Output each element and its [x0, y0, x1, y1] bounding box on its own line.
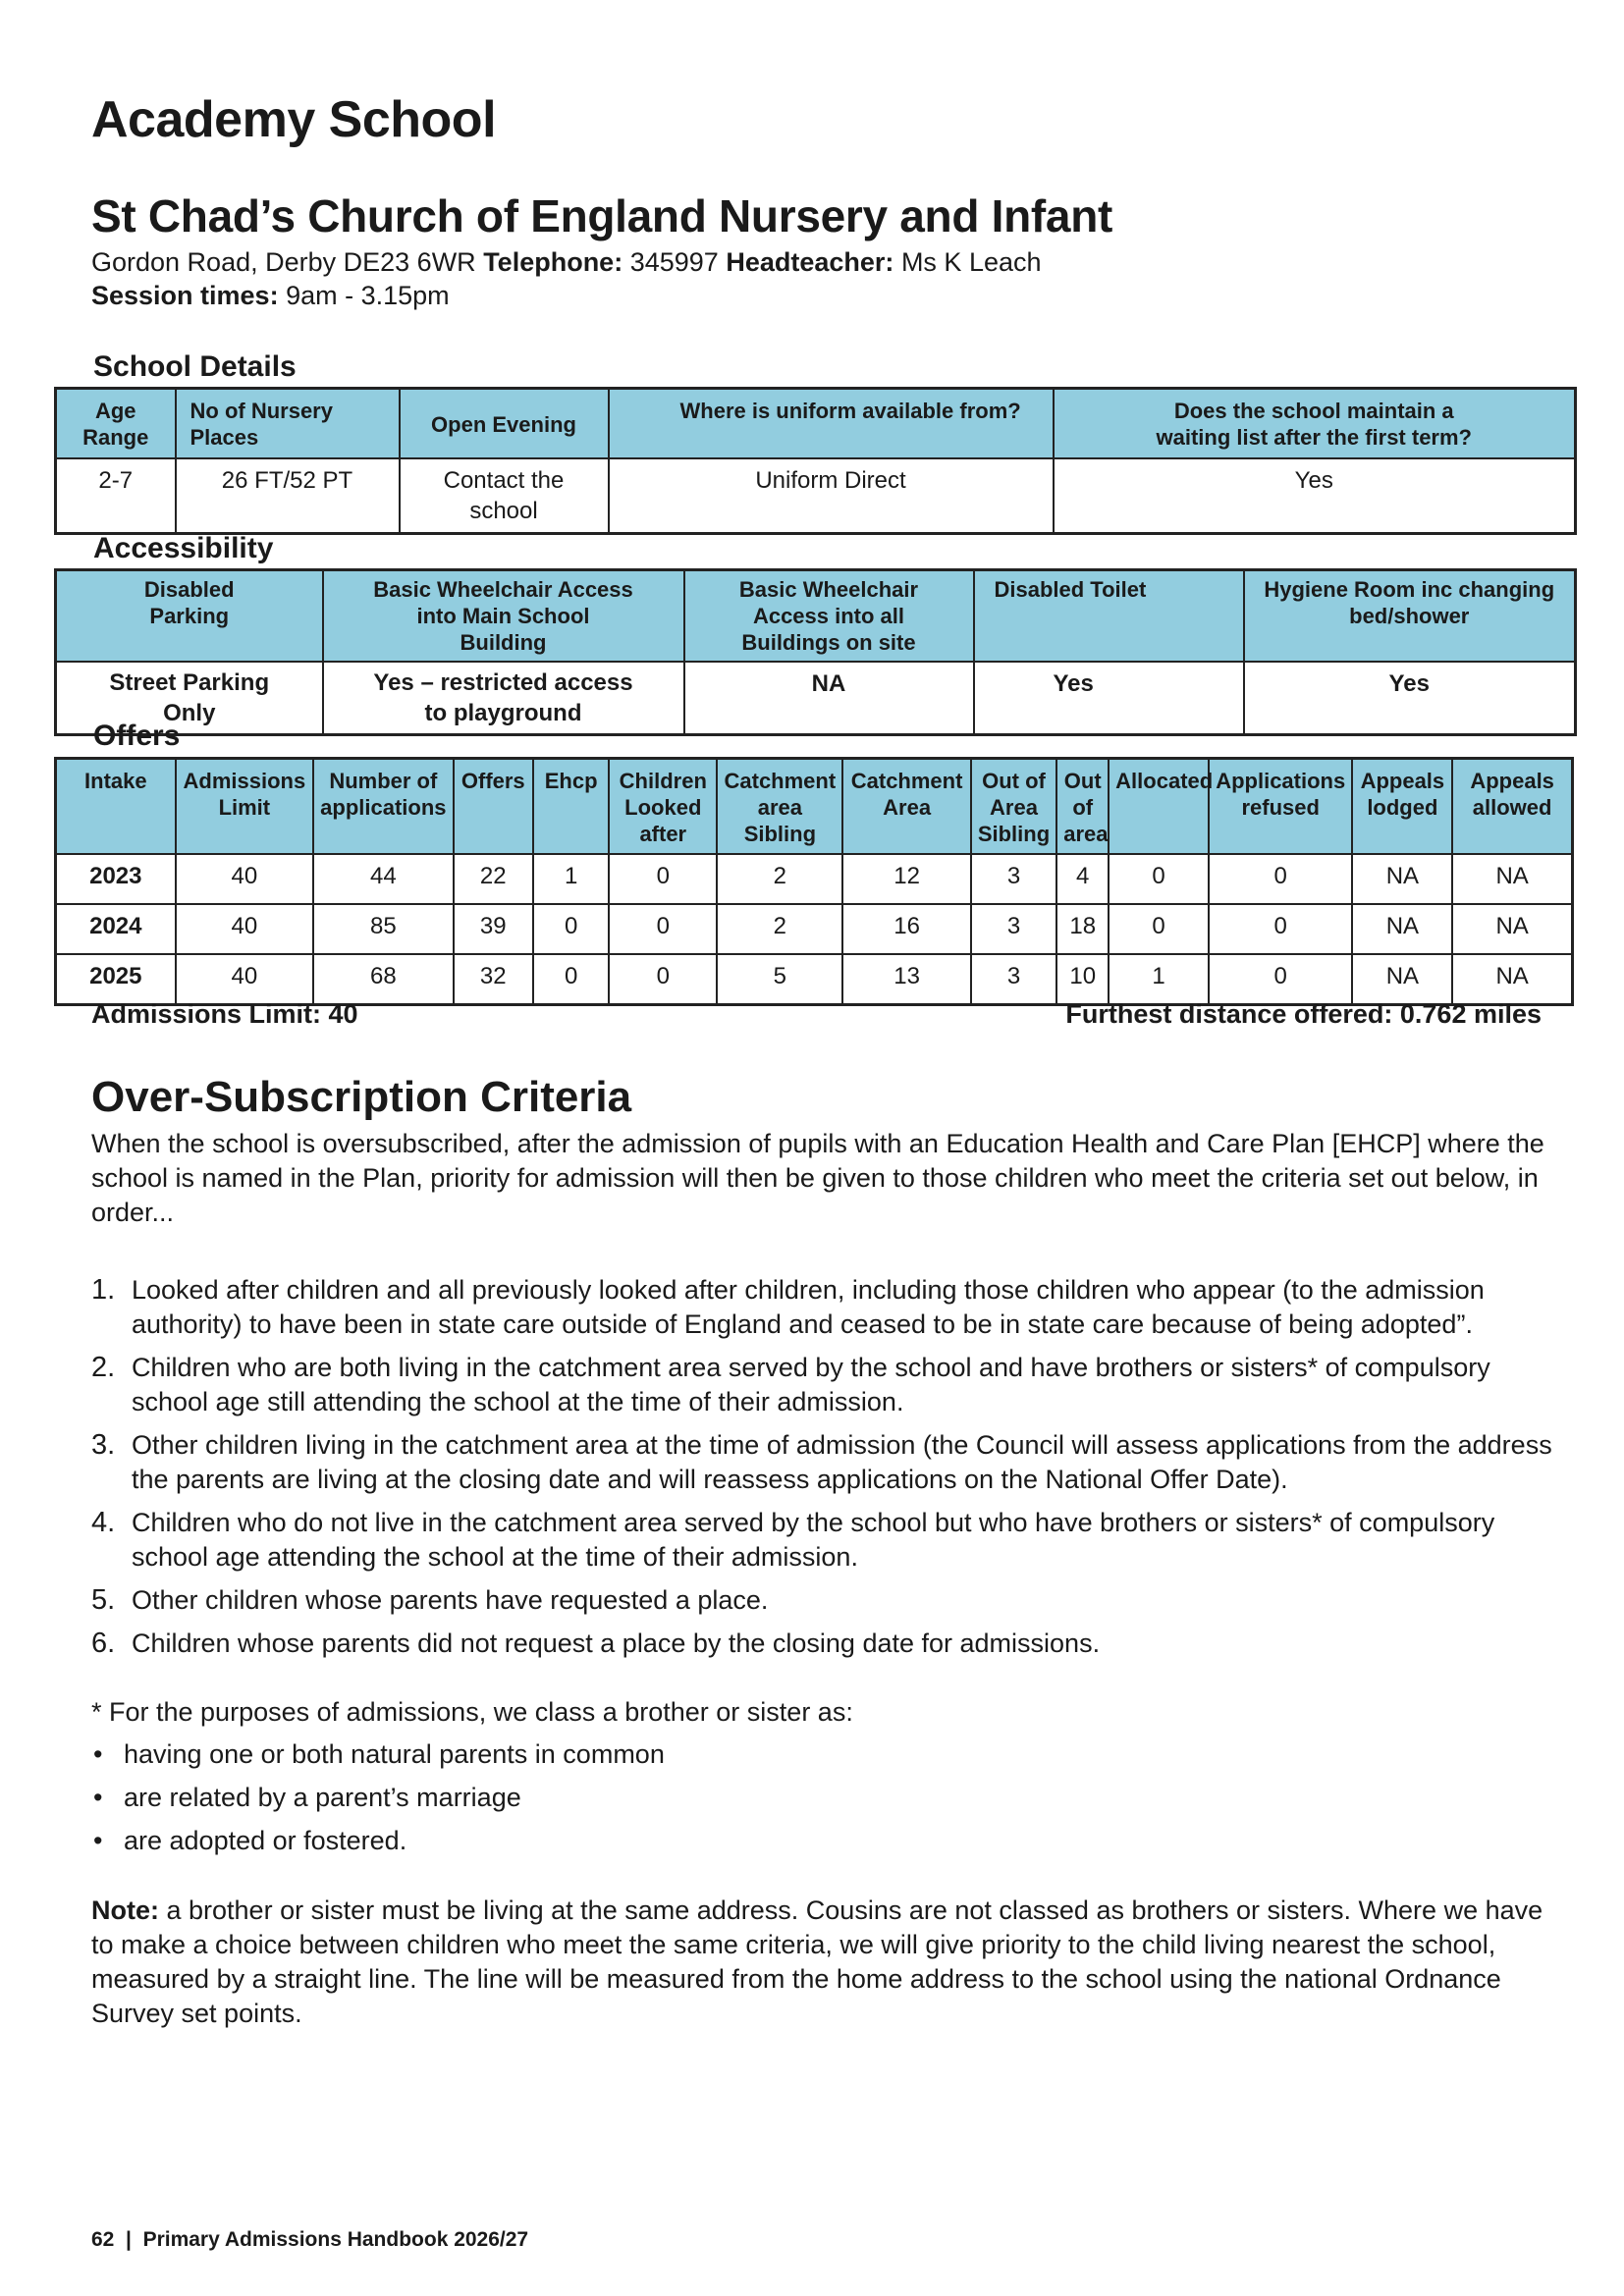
- telephone-label: Telephone:: [483, 247, 623, 277]
- cell: 0: [609, 904, 717, 954]
- criterion-number: 4.: [91, 1507, 116, 1538]
- offers-header-row: [56, 759, 1573, 855]
- cell: 40: [176, 954, 313, 1005]
- cell: NA: [1352, 954, 1452, 1005]
- cell: 0: [1209, 904, 1353, 954]
- cell-wheelchair-main: Yes – restricted access to playground: [323, 662, 684, 735]
- cell: 85: [313, 904, 453, 954]
- cell: 40: [176, 904, 313, 954]
- list-item: [91, 1273, 1564, 1342]
- note-label: Note:: [91, 1896, 159, 1925]
- criterion-text: Children who are both living in the catchment area served by the school and have brothers or sisters* of compulsory school age still attending the school at the time of their admission.: [132, 1353, 1490, 1416]
- school-address: Gordon Road, Derby DE23 6WR: [91, 247, 476, 277]
- header-appeals-allowed: Appeals allowed: [1452, 759, 1572, 855]
- cell: 3: [971, 854, 1057, 904]
- offers-table: [54, 757, 1574, 1006]
- cell: 2: [717, 904, 842, 954]
- cell: 16: [842, 904, 970, 954]
- header-wheelchair-main: Basic Wheelchair Access into Main School Building: [323, 570, 684, 663]
- criterion-text: Other children whose parents have requested a place.: [132, 1585, 769, 1615]
- cell: 1: [533, 854, 609, 904]
- header-out-area-sibling: Out of Area Sibling: [971, 759, 1057, 855]
- session-line: [91, 279, 450, 312]
- header-disabled-parking: Disabled Parking: [56, 570, 323, 663]
- header-waiting-list: Does the school maintain a waiting list after the first term?: [1054, 389, 1576, 458]
- bullet-icon: •: [93, 1783, 103, 1812]
- session-label: Session times:: [91, 281, 279, 310]
- header-admissions-limit: Admissions Limit: [176, 759, 313, 855]
- header-hygiene-room: Hygiene Room inc changing bed/shower: [1244, 570, 1576, 663]
- cell: 0: [1209, 854, 1353, 904]
- cell: NA: [1452, 904, 1572, 954]
- cell: 44: [313, 854, 453, 904]
- cell: 18: [1056, 904, 1109, 954]
- cell: 0: [609, 854, 717, 904]
- offers-heading: Offers: [93, 720, 181, 752]
- list-item: [91, 1583, 1564, 1618]
- cell-intake: 2023: [56, 854, 176, 904]
- cell: 0: [1109, 854, 1209, 904]
- criteria-heading: Over-Subscription Criteria: [91, 1073, 632, 1121]
- cell: 0: [1209, 954, 1353, 1005]
- criteria-intro: When the school is oversubscribed, after the admission of pupils with an Education Health and Care Plan [EHCP] where the school is named in the Plan, priority for admission will then be given to those children who meet the criteria set out below, in order...: [91, 1129, 1544, 1227]
- list-item: [91, 1627, 1564, 1661]
- header-allocated: Allocated: [1109, 759, 1209, 855]
- furthest-distance-summary: Furthest distance offered: 0.762 miles: [1065, 999, 1542, 1029]
- header-age-range: Age Range: [56, 389, 176, 458]
- session-value: 9am - 3.15pm: [286, 281, 450, 310]
- cell: 22: [454, 854, 533, 904]
- note-paragraph: [91, 1894, 1544, 2031]
- bullet-icon: •: [93, 1739, 103, 1769]
- admissions-limit-summary: Admissions Limit: 40: [91, 999, 358, 1029]
- cell: 68: [313, 954, 453, 1005]
- list-item: [91, 1737, 665, 1772]
- criterion-text: Other children living in the catchment area at the time of admission (the Council will assess applications from the address the parents are living at the closing date and will reassess applications on the National Offer Date).: [132, 1430, 1552, 1494]
- school-details-table: [54, 387, 1577, 535]
- note-text: a brother or sister must be living at the same address. Cousins are not classed as brothers or sisters. Where we have to make a choice between children who meet the same criteria, we will give priority to the child living nearest the school, measured by a straight line. The line will be measured from the home address to the school using the national Ordnance Survey set points.: [91, 1896, 1543, 2028]
- bullet-icon: •: [93, 1826, 103, 1855]
- cell: 40: [176, 854, 313, 904]
- table-row: [56, 854, 1573, 904]
- cell: 0: [533, 904, 609, 954]
- cell-open-evening: Contact the school: [400, 458, 609, 534]
- cell-intake: 2024: [56, 904, 176, 954]
- header-disabled-toilet: Disabled Toilet: [974, 570, 1244, 663]
- cell-nursery-places: 26 FT/52 PT: [176, 458, 400, 534]
- header-intake: Intake: [56, 759, 176, 855]
- cell: 0: [1109, 904, 1209, 954]
- list-item: [91, 1351, 1564, 1419]
- list-item: [91, 1781, 665, 1815]
- criterion-text: Children who do not live in the catchment area served by the school but who have brothers or sisters* of compulsory school age attending the school at the time of their admission.: [132, 1508, 1495, 1572]
- header-looked-after: Children Looked after: [609, 759, 717, 855]
- cell: NA: [1452, 854, 1572, 904]
- list-item: [91, 1428, 1564, 1497]
- criterion-text: Looked after children and all previously looked after children, including those children who appear (to the admission authority) to have been in state care outside of England and ceased to be in state care because of being adopted”.: [132, 1275, 1485, 1339]
- cell: 39: [454, 904, 533, 954]
- cell-intake: 2025: [56, 954, 176, 1005]
- header-uniform: Where is uniform available from?: [609, 389, 1054, 458]
- bullet-text: having one or both natural parents in common: [124, 1739, 665, 1769]
- cell: 3: [971, 904, 1057, 954]
- cell: NA: [1352, 904, 1452, 954]
- cell: 0: [533, 954, 609, 1005]
- accessibility-table: [54, 568, 1577, 736]
- header-appeals-lodged: Appeals lodged: [1352, 759, 1452, 855]
- school-name: St Chad’s Church of England Nursery and Infant: [91, 190, 1113, 241]
- school-details-heading: School Details: [93, 350, 297, 383]
- cell: NA: [1452, 954, 1572, 1005]
- header-offers: Offers: [454, 759, 533, 855]
- cell-hygiene-room: Yes: [1244, 662, 1576, 735]
- school-contact-line: [91, 245, 1042, 279]
- cell: 10: [1056, 954, 1109, 1005]
- header-applications-refused: Applications refused: [1209, 759, 1353, 855]
- school-category-title: Academy School: [91, 91, 497, 148]
- cell: 32: [454, 954, 533, 1005]
- header-ehcp: Ehcp: [533, 759, 609, 855]
- headteacher-value: Ms K Leach: [900, 247, 1042, 277]
- cell-disabled-toilet: Yes: [974, 662, 1244, 735]
- criteria-list: [91, 1273, 1564, 1670]
- sibling-definition-list: [91, 1737, 665, 1867]
- criterion-number: 1.: [91, 1274, 116, 1306]
- cell: 3: [971, 954, 1057, 1005]
- cell: 4: [1056, 854, 1109, 904]
- criterion-number: 6.: [91, 1628, 116, 1659]
- header-open-evening: Open Evening: [400, 389, 609, 458]
- criterion-text: Children whose parents did not request a place by the closing date for admissions.: [132, 1629, 1101, 1658]
- cell-age-range: 2-7: [56, 458, 176, 534]
- header-catchment-sibling: Catchment area Sibling: [717, 759, 842, 855]
- bullet-text: are adopted or fostered.: [124, 1826, 407, 1855]
- list-item: [91, 1824, 665, 1858]
- table-row: [56, 954, 1573, 1005]
- cell: NA: [1352, 854, 1452, 904]
- cell: 2: [717, 854, 842, 904]
- cell-uniform: Uniform Direct: [609, 458, 1054, 534]
- header-catchment-area: Catchment Area: [842, 759, 970, 855]
- bullet-text: are related by a parent’s marriage: [124, 1783, 521, 1812]
- page-footer: 62 | Primary Admissions Handbook 2026/27: [91, 2228, 529, 2251]
- cell: 13: [842, 954, 970, 1005]
- cell: 12: [842, 854, 970, 904]
- accessibility-heading: Accessibility: [93, 532, 274, 564]
- cell-wheelchair-all: NA: [684, 662, 974, 735]
- header-out-of-area: Out of area: [1056, 759, 1109, 855]
- sibling-footnote: * For the purposes of admissions, we class a brother or sister as:: [91, 1697, 853, 1727]
- table-row: [56, 904, 1573, 954]
- telephone-value: 345997: [629, 247, 719, 277]
- cell: 1: [1109, 954, 1209, 1005]
- headteacher-label: Headteacher:: [726, 247, 894, 277]
- header-wheelchair-all: Basic Wheelchair Access into all Buildings on site: [684, 570, 974, 663]
- header-nursery-places: No of Nursery Places: [176, 389, 400, 458]
- cell-waiting-list: Yes: [1054, 458, 1576, 534]
- criterion-number: 2.: [91, 1352, 116, 1383]
- cell: 5: [717, 954, 842, 1005]
- criterion-number: 5.: [91, 1584, 116, 1616]
- cell: 0: [609, 954, 717, 1005]
- header-applications: Number of applications: [313, 759, 453, 855]
- list-item: [91, 1506, 1564, 1575]
- criterion-number: 3.: [91, 1429, 116, 1461]
- cell-disabled-parking: Street Parking Only: [56, 662, 323, 735]
